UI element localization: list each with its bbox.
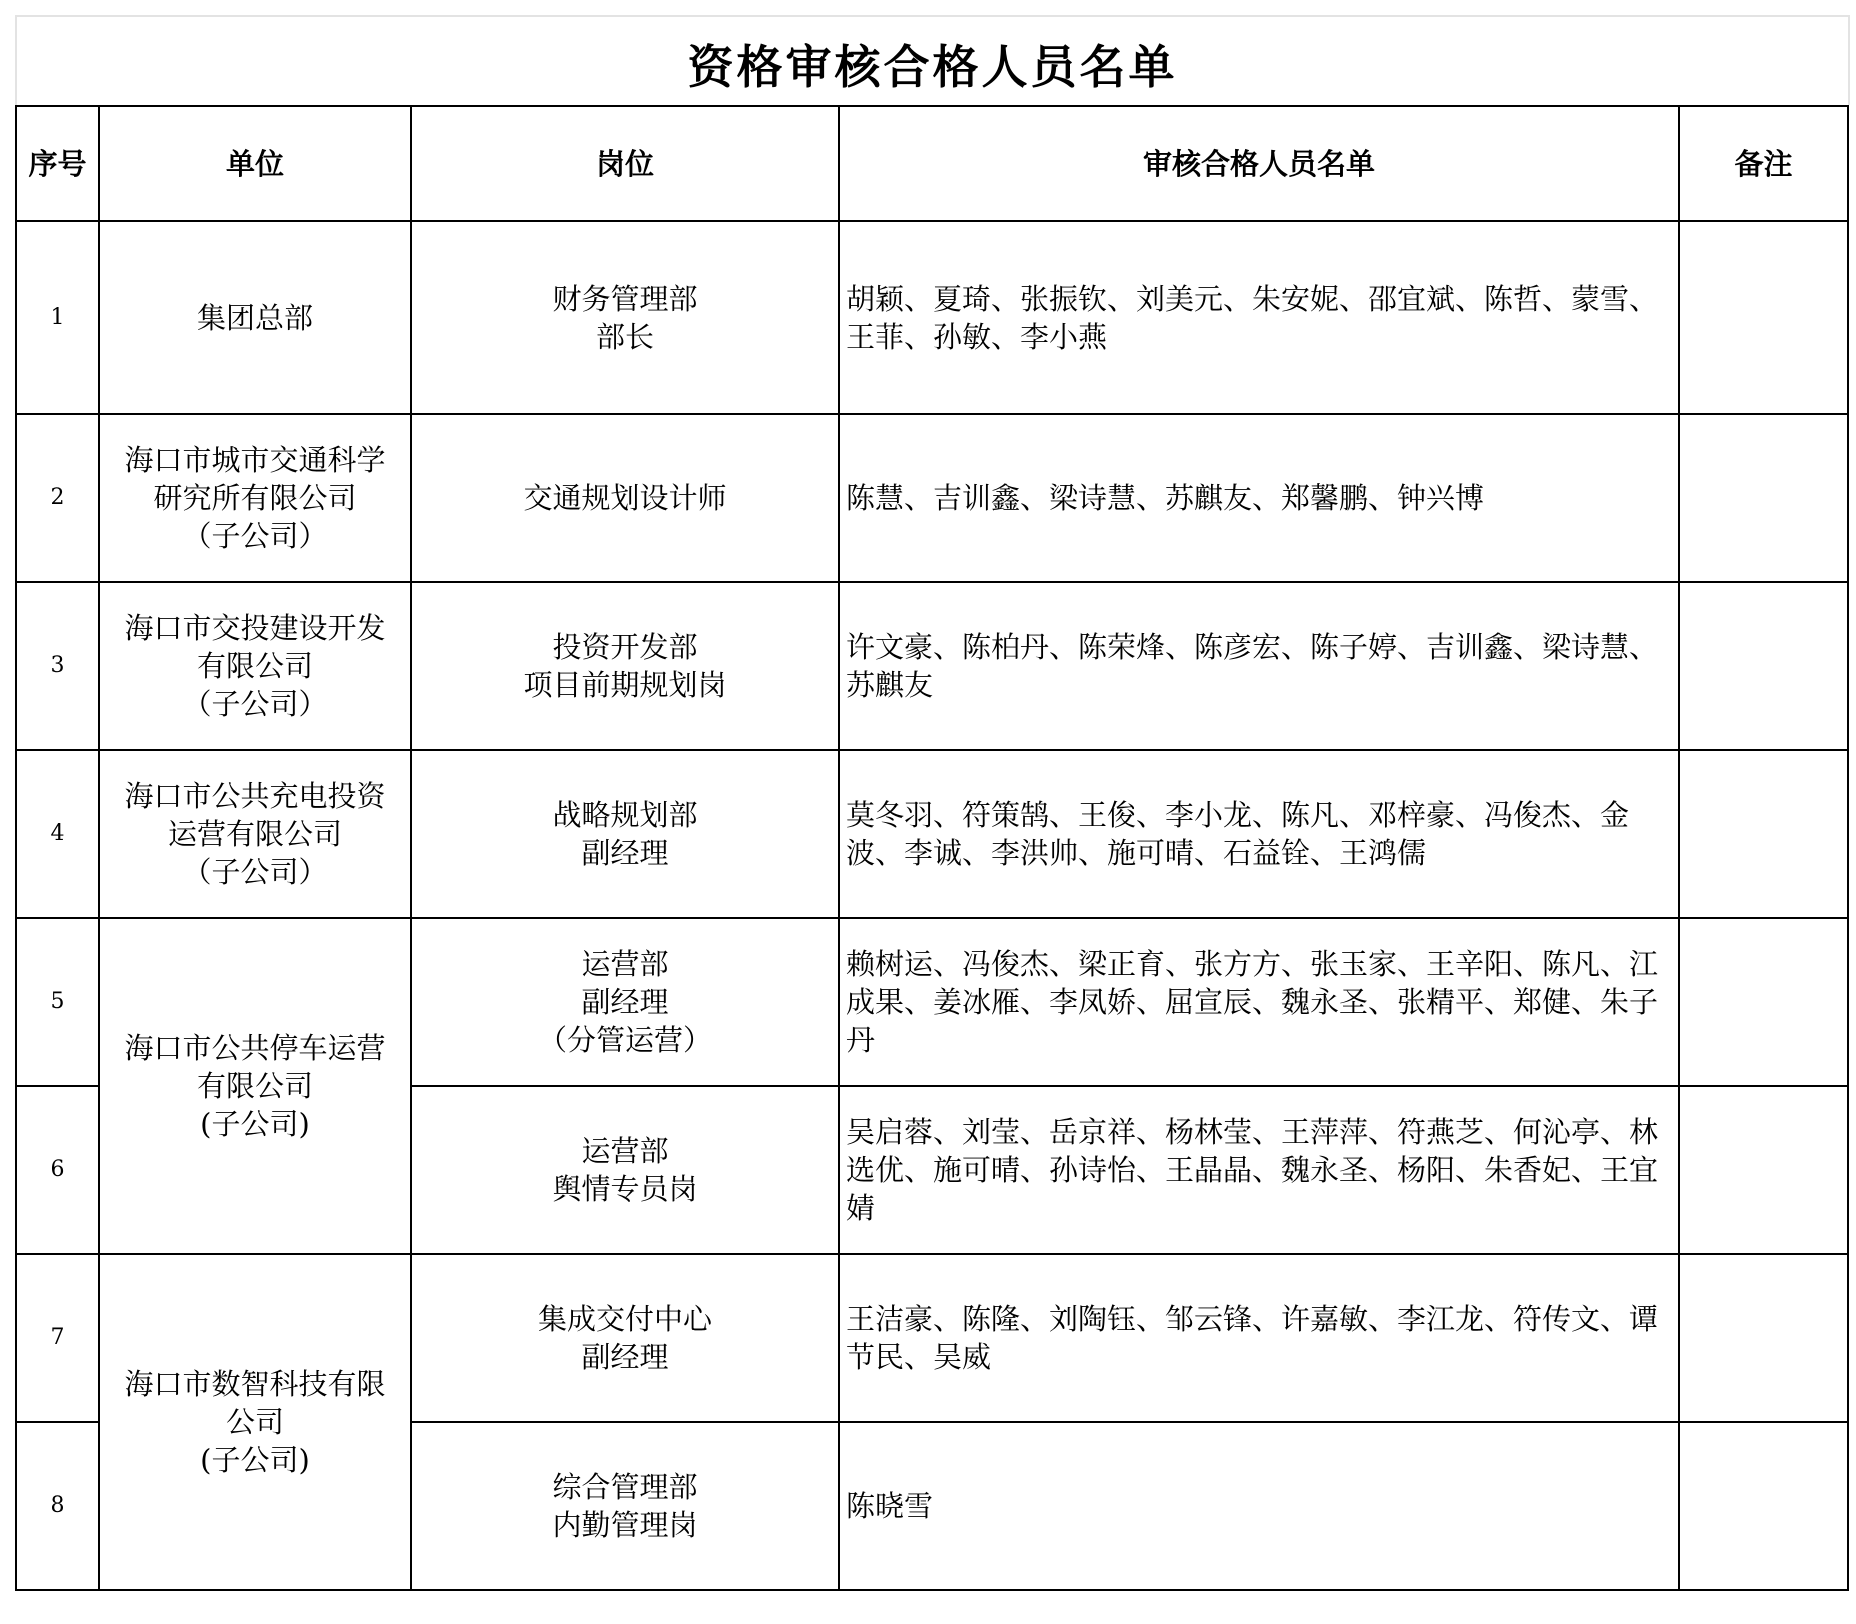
position-line: 综合管理部 bbox=[552, 1470, 698, 1504]
position-line: 集成交付中心 bbox=[537, 1302, 712, 1336]
remarks-cell[interactable] bbox=[1679, 582, 1848, 750]
remarks-cell[interactable] bbox=[1679, 221, 1848, 414]
remarks-cell[interactable] bbox=[1679, 918, 1848, 1086]
seq-cell[interactable]: 4 bbox=[16, 750, 99, 918]
position-line: 战略规划部 bbox=[552, 798, 698, 832]
position-cell[interactable] bbox=[411, 582, 839, 750]
unit-line: 海口市公共充电投资 bbox=[124, 779, 386, 813]
title-cell[interactable] bbox=[15, 15, 1850, 105]
position-cell[interactable] bbox=[411, 1254, 839, 1422]
unit-line: 运营有限公司 bbox=[167, 817, 342, 851]
position-cell[interactable] bbox=[411, 1086, 839, 1254]
names-cell[interactable]: 许文豪、陈柏丹、陈荣烽、陈彦宏、陈子婷、吉训鑫、梁诗慧、苏麒友 bbox=[839, 582, 1679, 750]
remarks-cell[interactable] bbox=[1679, 1086, 1848, 1254]
seq-cell[interactable]: 5 bbox=[16, 918, 99, 1086]
seq-cell[interactable]: 7 bbox=[16, 1254, 99, 1422]
header-unit[interactable]: 单位 bbox=[99, 106, 411, 221]
header-remarks[interactable]: 备注 bbox=[1679, 106, 1848, 221]
table-row bbox=[16, 750, 1848, 918]
position-cell[interactable] bbox=[411, 221, 839, 414]
header-row bbox=[16, 106, 1848, 221]
names-cell[interactable]: 胡颖、夏琦、张振钦、刘美元、朱安妮、邵宜斌、陈哲、蒙雪、王菲、孙敏、李小燕 bbox=[839, 221, 1679, 414]
unit-line: (子公司) bbox=[200, 1107, 310, 1141]
position-cell[interactable] bbox=[411, 414, 839, 582]
table-row bbox=[16, 414, 1848, 582]
unit-line: 海口市公共停车运营 bbox=[124, 1031, 386, 1065]
unit-cell[interactable] bbox=[99, 221, 411, 414]
position-line: 投资开发部 bbox=[552, 630, 698, 664]
names-cell[interactable]: 陈慧、吉训鑫、梁诗慧、苏麒友、郑馨鹏、钟兴博 bbox=[839, 414, 1679, 582]
position-cell[interactable] bbox=[411, 918, 839, 1086]
unit-line: 有限公司 bbox=[196, 1069, 313, 1103]
table-row bbox=[16, 221, 1848, 414]
seq-cell[interactable]: 1 bbox=[16, 221, 99, 414]
header-names[interactable]: 审核合格人员名单 bbox=[839, 106, 1679, 221]
seq-cell[interactable]: 2 bbox=[16, 414, 99, 582]
position-line: 副经理 bbox=[581, 1340, 669, 1374]
position-line: 部长 bbox=[595, 319, 654, 354]
position-cell[interactable] bbox=[411, 750, 839, 918]
unit-line: （子公司） bbox=[182, 519, 328, 553]
position-line: （分管运营） bbox=[537, 1023, 712, 1057]
qualified-personnel-table bbox=[15, 105, 1849, 1591]
seq-cell[interactable]: 8 bbox=[16, 1422, 99, 1590]
unit-line: 公司 bbox=[225, 1405, 284, 1439]
unit-cell-merged[interactable] bbox=[99, 918, 411, 1254]
page-title: 资格审核合格人员名单 bbox=[687, 40, 1178, 94]
remarks-cell[interactable] bbox=[1679, 414, 1848, 582]
names-cell[interactable]: 王洁豪、陈隆、刘陶钰、邹云锋、许嘉敏、李江龙、符传文、谭节民、吴威 bbox=[839, 1254, 1679, 1422]
spreadsheet-sheet bbox=[15, 15, 1852, 1610]
unit-line: 海口市交投建设开发 bbox=[124, 611, 386, 645]
unit-line: 研究所有限公司 bbox=[153, 481, 357, 515]
position-line: 项目前期规划岗 bbox=[523, 668, 727, 702]
names-cell[interactable]: 陈晓雪 bbox=[839, 1422, 1679, 1590]
table-row bbox=[16, 582, 1848, 750]
unit-line: （子公司） bbox=[182, 855, 328, 889]
header-position[interactable]: 岗位 bbox=[411, 106, 839, 221]
remarks-cell[interactable] bbox=[1679, 750, 1848, 918]
position-line: 运营部 bbox=[581, 947, 669, 981]
table-row bbox=[16, 918, 1848, 1086]
unit-cell[interactable] bbox=[99, 750, 411, 918]
position-line: 运营部 bbox=[581, 1134, 669, 1168]
unit-line: 海口市城市交通科学 bbox=[124, 443, 386, 477]
unit-cell[interactable] bbox=[99, 414, 411, 582]
position-line: 内勤管理岗 bbox=[552, 1508, 698, 1542]
header-seq[interactable]: 序号 bbox=[16, 106, 99, 221]
names-cell[interactable]: 赖树运、冯俊杰、梁正育、张方方、张玉家、王辛阳、陈凡、江成果、姜冰雁、李凤娇、屈宣辰、魏永圣、张精平、郑健、朱子丹 bbox=[839, 918, 1679, 1086]
position-line: 副经理 bbox=[581, 836, 669, 870]
unit-line: 海口市数智科技有限 bbox=[124, 1367, 386, 1401]
position-cell[interactable] bbox=[411, 1422, 839, 1590]
names-cell[interactable]: 莫冬羽、符策鹄、王俊、李小龙、陈凡、邓梓豪、冯俊杰、金波、李诚、李洪帅、施可晴、石益铨、王鸿儒 bbox=[839, 750, 1679, 918]
unit-line: 有限公司 bbox=[196, 649, 313, 683]
unit-line: （子公司） bbox=[182, 687, 328, 721]
position-line: 副经理 bbox=[581, 985, 669, 1019]
position-line: 财务管理部 bbox=[552, 281, 698, 316]
unit-line: 集团总部 bbox=[196, 300, 313, 335]
table-row bbox=[16, 1254, 1848, 1422]
unit-line: (子公司) bbox=[200, 1443, 310, 1477]
seq-cell[interactable]: 3 bbox=[16, 582, 99, 750]
unit-cell-merged[interactable] bbox=[99, 1254, 411, 1590]
names-cell[interactable]: 吴启蓉、刘莹、岳京祥、杨林莹、王萍萍、符燕芝、何沁亭、林选优、施可晴、孙诗怡、王晶晶、魏永圣、杨阳、朱香妃、王宜婧 bbox=[839, 1086, 1679, 1254]
seq-cell[interactable]: 6 bbox=[16, 1086, 99, 1254]
position-line: 舆情专员岗 bbox=[552, 1172, 698, 1206]
remarks-cell[interactable] bbox=[1679, 1254, 1848, 1422]
unit-cell[interactable] bbox=[99, 582, 411, 750]
position-line: 交通规划设计师 bbox=[523, 481, 727, 515]
remarks-cell[interactable] bbox=[1679, 1422, 1848, 1590]
